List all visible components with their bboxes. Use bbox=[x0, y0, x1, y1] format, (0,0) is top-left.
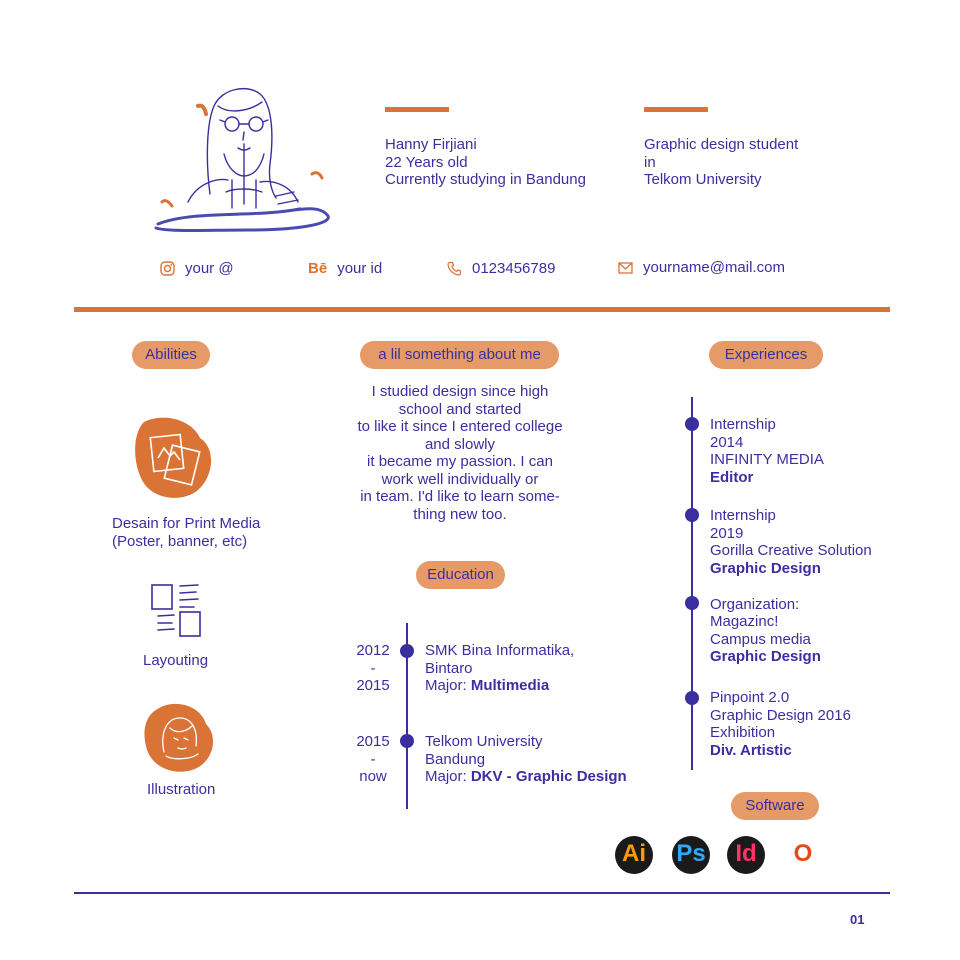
illustrator-icon bbox=[615, 836, 653, 874]
about-text bbox=[340, 383, 580, 523]
exp-company: Exhibition bbox=[710, 724, 776, 741]
experience-item bbox=[710, 689, 851, 759]
illustration-label: Illustration bbox=[147, 781, 216, 798]
footer-divider bbox=[74, 892, 890, 894]
edu-school: Telkom University bbox=[425, 733, 543, 750]
education-item bbox=[352, 733, 394, 786]
behance-handle: your id bbox=[337, 260, 383, 277]
experience-dot bbox=[685, 596, 699, 610]
photoshop-icon bbox=[672, 836, 710, 874]
mail-icon bbox=[618, 262, 633, 274]
exp-role: Graphic Design bbox=[710, 559, 821, 577]
edu-year-end: 2015 bbox=[356, 677, 390, 694]
indesign-label: Id bbox=[735, 840, 757, 867]
page-number: 01 bbox=[850, 912, 865, 927]
exp-role: Div. Artistic bbox=[710, 741, 792, 759]
illustration-icon bbox=[142, 702, 216, 774]
exp-company: INFINITY MEDIA bbox=[710, 451, 824, 468]
exp-company: Campus media bbox=[710, 630, 811, 648]
experiences-heading: Experiences bbox=[709, 341, 823, 369]
about-line: it became my passion. I can bbox=[367, 453, 553, 470]
contact-behance[interactable] bbox=[308, 260, 382, 277]
exp-year: Graphic Design 2016 bbox=[710, 706, 851, 724]
role-line-2: in bbox=[644, 153, 656, 171]
contact-instagram[interactable] bbox=[160, 260, 234, 277]
layout-icon bbox=[150, 582, 204, 640]
exp-type: Pinpoint 2.0 bbox=[710, 689, 790, 706]
education-heading: Education bbox=[416, 561, 505, 589]
layouting-label: Layouting bbox=[143, 652, 209, 669]
edu-school: SMK Bina Informatika, bbox=[425, 642, 575, 659]
about-line: work well individually or bbox=[381, 470, 539, 488]
office-icon bbox=[784, 836, 822, 874]
edu-major: DKV - Graphic Design bbox=[470, 768, 627, 785]
about-line: in team. I'd like to learn some- bbox=[360, 488, 560, 505]
about-line: thing new too. bbox=[413, 505, 507, 523]
experience-dot bbox=[685, 508, 699, 522]
edu-year-start: 2015 bbox=[356, 733, 390, 750]
edu-major: Multimedia bbox=[470, 677, 550, 694]
photoshop-label: Ps bbox=[676, 840, 706, 867]
portrait-illustration bbox=[148, 84, 334, 236]
exp-year: 2014 bbox=[710, 433, 744, 451]
role-line-1: Graphic design student bbox=[644, 136, 799, 153]
phone-number: 0123456789 bbox=[472, 260, 556, 277]
education-dot bbox=[400, 734, 414, 748]
education-details bbox=[425, 733, 627, 786]
edu-city: Bandung bbox=[425, 750, 486, 768]
contact-email[interactable] bbox=[618, 259, 785, 276]
edu-city: Bintaro bbox=[425, 659, 473, 677]
edu-year-sep: - bbox=[370, 750, 376, 768]
software-heading: Software bbox=[731, 792, 819, 820]
experience-dot bbox=[685, 417, 699, 431]
office-label: O bbox=[793, 840, 813, 867]
experience-timeline bbox=[691, 397, 693, 770]
abilities-heading: Abilities bbox=[132, 341, 210, 369]
edu-year-end: now bbox=[359, 768, 387, 785]
exp-company: Gorilla Creative Solution bbox=[710, 542, 872, 559]
experience-item bbox=[710, 507, 872, 577]
age-text: 22 Years old bbox=[385, 153, 468, 171]
role-line-3: Telkom University bbox=[644, 171, 762, 188]
education-item bbox=[352, 642, 394, 695]
phone-icon bbox=[447, 261, 462, 276]
experience-item bbox=[710, 596, 821, 666]
exp-year: 2019 bbox=[710, 524, 744, 542]
name-text: Hanny Firjiani bbox=[385, 136, 477, 153]
education-dot bbox=[400, 644, 414, 658]
about-line: I studied design since high bbox=[371, 383, 549, 400]
header-accent-bar-2 bbox=[644, 107, 708, 112]
about-line: and slowly bbox=[424, 435, 496, 453]
exp-type: Internship bbox=[710, 416, 776, 433]
exp-type: Organization: bbox=[710, 595, 800, 613]
edu-major-label: Major: bbox=[425, 768, 471, 785]
behance-icon: Bē bbox=[308, 260, 328, 277]
main-divider bbox=[74, 307, 890, 312]
email-address: yourname@mail.com bbox=[643, 259, 785, 276]
header-accent-bar-1 bbox=[385, 107, 449, 112]
print-media-label-1: Desain for Print Media bbox=[112, 515, 261, 532]
about-line: to like it since I entered college bbox=[357, 418, 563, 435]
instagram-icon bbox=[160, 261, 175, 276]
contact-phone[interactable] bbox=[447, 260, 555, 277]
about-heading: a lil something about me bbox=[360, 341, 559, 369]
exp-type: Internship bbox=[710, 507, 776, 524]
location-text: Currently studying in Bandung bbox=[385, 171, 586, 188]
experience-item bbox=[710, 416, 824, 486]
print-media-label-2: (Poster, banner, etc) bbox=[112, 532, 248, 550]
exp-role: Graphic Design bbox=[710, 648, 821, 665]
exp-year: Magazinc! bbox=[710, 613, 779, 630]
about-line: school and started bbox=[398, 400, 522, 418]
edu-major-label: Major: bbox=[425, 677, 471, 694]
indesign-icon bbox=[727, 836, 765, 874]
edu-year-start: 2012 bbox=[356, 642, 390, 659]
illustrator-label: Ai bbox=[622, 840, 646, 867]
experience-dot bbox=[685, 691, 699, 705]
exp-role: Editor bbox=[710, 468, 754, 486]
instagram-handle: your @ bbox=[185, 260, 234, 277]
education-details bbox=[425, 642, 574, 695]
print-media-icon bbox=[134, 416, 216, 500]
edu-year-sep: - bbox=[370, 659, 376, 677]
